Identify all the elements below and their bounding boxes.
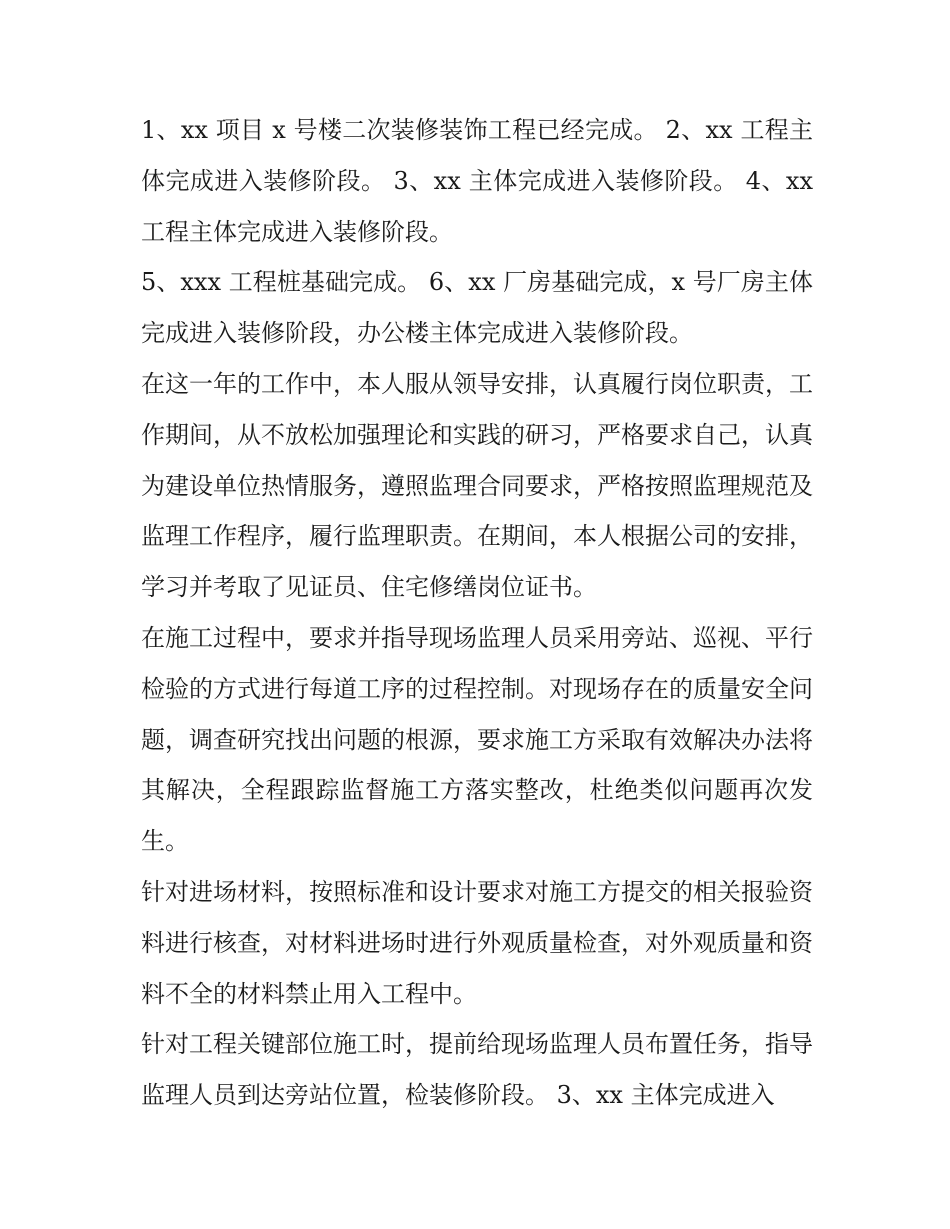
paragraph-construction-control: 在施工过程中，要求并指导现场监理人员采用旁站、巡视、平行检验的方式进行每道工序的过程控制。对现场存在的质量安全问题，调查研究找出问题的根源，要求施工方采取有效解决办法将其解决，全程跟踪监督施工方落实整改，杜绝类似问题再次发生。 (141, 623, 813, 856)
paragraph-project-status-1: 1、xx 项目 x 号楼二次装修装饰工程已经完成。 2、xx 工程主体完成进入装修阶段。 3、xx 主体完成进入装修阶段。 4、xx 工程主体完成进入装修阶段。 (141, 116, 813, 246)
paragraph-material-inspection: 针对进场材料，按照标准和设计要求对施工方提交的相关报验资料进行核查，对材料进场时进行外观质量检查，对外观质量和资料不全的材料禁止用入工程中。 (141, 877, 813, 1008)
paragraph-work-attitude: 在这一年的工作中，本人服从领导安排，认真履行岗位职责，工作期间，从不放松加强理论和实践的研习，严格要求自己，认真为建设单位热情服务，遵照监理合同要求，严格按照监理规范及监理工作程序，履行监理职责。在期间，本人根据公司的安排，学习并考取了见证员、住宅修缮岗位证书。 (141, 369, 813, 602)
document-body (141, 105, 813, 1121)
paragraph-key-parts: 针对工程关键部位施工时，提前给现场监理人员布置任务，指导监理人员到达旁站位置，检装修阶段。 3、xx 主体完成进入 (141, 1030, 813, 1110)
paragraph-project-status-2: 5、xxx 工程桩基础完成。 6、xx 厂房基础完成，x 号厂房主体完成进入装修阶段，办公楼主体完成进入装修阶段。 (141, 268, 813, 348)
